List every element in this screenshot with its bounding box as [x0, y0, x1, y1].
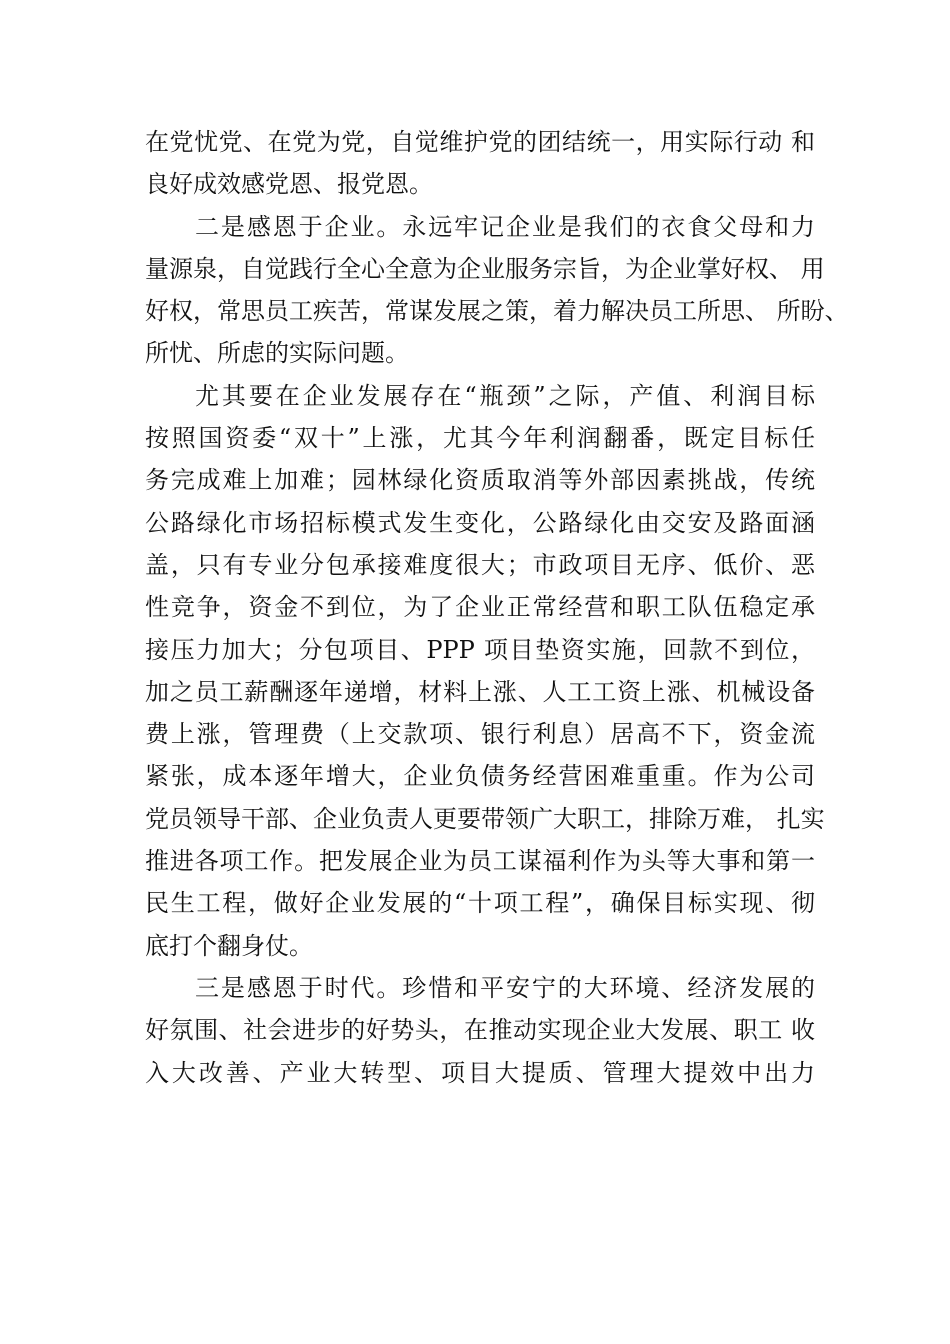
text-line: 加之员工薪酬逐年递增，材料上涨、人工工资上涨、机械设备 — [145, 677, 815, 706]
text-line: 底打个翻身仗。 — [145, 931, 313, 960]
text-line: 务完成难上加难；园林绿化资质取消等外部因素挑战，传统 — [145, 466, 815, 495]
body-text — [145, 121, 849, 1094]
paragraph-3 — [145, 375, 825, 967]
paragraph-4 — [145, 967, 815, 1094]
text-line: 所忧、所虑的实际问题。 — [145, 339, 409, 368]
text-line: 党员领导干部、企业负责人更要带领广大职工，排除万难， 扎实 — [145, 804, 825, 833]
text-line: 按照国资委“双十”上涨，尤其今年利润翻番，既定目标任 — [145, 424, 815, 453]
text-line: 二是感恩于企业。永远牢记企业是我们的衣食父母和力 — [195, 212, 815, 241]
text-line: 紧张，成本逐年增大，企业负债务经营困难重重。作为公司 — [145, 762, 815, 791]
paragraph-1 — [145, 121, 815, 206]
text-line: 尤其要在企业发展存在“瓶颈”之际，产值、利润目标 — [195, 381, 815, 410]
text-line: 性竞争，资金不到位，为了企业正常经营和职工队伍稳定承 — [145, 593, 815, 622]
text-line: 在党忧党、在党为党，自觉维护党的团结统一，用实际行动 和 — [145, 128, 815, 156]
paragraph-2 — [145, 206, 849, 375]
text-line: 盖，只有专业分包承接难度很大；市政项目无序、低价、恶 — [145, 550, 815, 579]
text-line: 量源泉，自觉践行全心全意为企业服务宗旨，为企业掌好权、 用 — [145, 254, 825, 283]
text-line: 公路绿化市场招标模式发生变化，公路绿化由交安及路面涵 — [145, 508, 815, 537]
text-line: 好权，常思员工疾苦，常谋发展之策，着力解决员工所思、 所盼、 — [145, 297, 849, 326]
text-line: 入大改善、产业大转型、项目大提质、管理大提效中出力 — [145, 1058, 815, 1087]
text-line: 接压力加大；分包项目、PPP 项目垫资实施，回款不到位， — [145, 635, 815, 664]
text-line: 三是感恩于时代。珍惜和平安宁的大环境、经济发展的 — [195, 973, 815, 1002]
text-line: 推进各项工作。把发展企业为员工谋福利作为头等大事和第一 — [145, 847, 815, 876]
text-line: 好氛围、社会进步的好势头，在推动实现企业大发展、职工 收 — [145, 1016, 815, 1045]
text-line: 良好成效感党恩、报党恩。 — [145, 170, 433, 199]
text-line: 民生工程，做好企业发展的“十项工程”，确保目标实现、彻 — [145, 889, 815, 918]
text-line: 费上涨，管理费（上交款项、银行利息）居高不下，资金流 — [145, 720, 815, 749]
